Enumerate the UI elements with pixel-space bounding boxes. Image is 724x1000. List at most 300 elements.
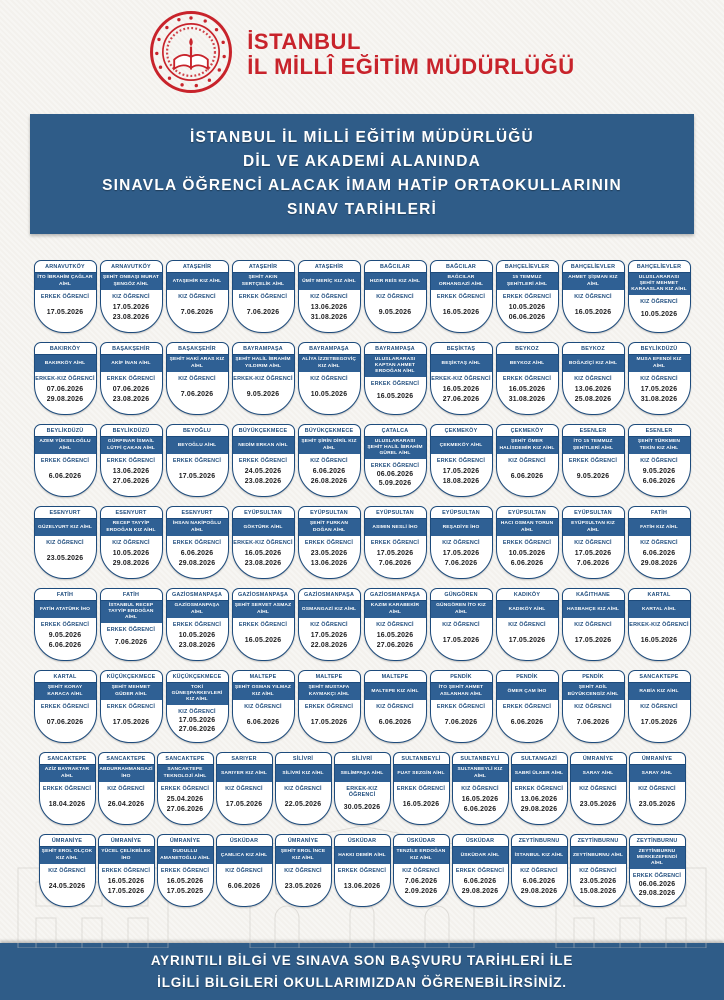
student-type: ERKEK-KIZ ÖĞRENCİ (431, 376, 491, 383)
school-name: RECEP TAYYİP ERDOĞAN KIZ AİHL (101, 519, 162, 536)
exam-dates (35, 546, 96, 578)
district-label: ÜSKÜDAR (394, 835, 449, 847)
school-name: FUAT SEZGİN AİHL (394, 765, 449, 782)
exam-date: 7.06.2026 (180, 308, 214, 316)
school-card (364, 670, 427, 743)
district-label: GAZİOSMANPAŞA (233, 589, 294, 601)
student-type: ERKEK ÖĞRENCİ (106, 376, 156, 383)
exam-dates (629, 382, 690, 414)
school-name: SARAY AİHL (630, 765, 685, 782)
district-label: KARTAL (629, 589, 690, 601)
exam-dates (629, 464, 690, 496)
student-type: KIZ ÖĞRENCİ (178, 376, 216, 383)
student-type: KIZ ÖĞRENCİ (310, 294, 348, 301)
exam-dates (563, 382, 624, 414)
district-label: ÜMRANİYE (571, 753, 626, 765)
school-card (34, 342, 97, 415)
school-card (275, 752, 332, 825)
exam-dates (299, 710, 360, 742)
card-row-7 (0, 752, 724, 825)
student-type: KIZ ÖĞRENCİ (284, 868, 322, 875)
exam-dates (40, 874, 95, 906)
student-type: ERKEK-KIZ ÖĞRENCİ (629, 622, 689, 629)
exam-date: 10.05.2026 (640, 311, 678, 319)
student-type: ERKEK ÖĞRENCİ (502, 294, 552, 301)
school-name: ULUSLARARASI ŞEHİT MEHMET KARAASLAN KIZ AİHL (629, 273, 690, 295)
student-type: KIZ ÖĞRENCİ (574, 376, 612, 383)
district-label: MALTEPE (233, 671, 294, 683)
school-name: ŞEHİT ŞİRİN DİRİL KIZ AİHL (299, 437, 360, 454)
exam-date: 7.06.2026 (246, 308, 280, 316)
student-type: KIZ ÖĞRENCİ (638, 786, 676, 793)
school-name: ÖMER ÇAM İHO (497, 683, 558, 700)
district-label: PENDİK (431, 671, 492, 683)
school-name: ŞEHİT SERVET ASMAZ AİHL (233, 601, 294, 618)
exam-date: 17.05.2026 (107, 887, 145, 895)
school-name: ŞEHİT HAKİ ARAS KIZ AİHL (167, 355, 228, 372)
student-type: KIZ ÖĞRENCİ (112, 294, 150, 301)
school-name: OSMANGAZİ KIZ AİHL (299, 601, 360, 618)
student-type: ERKEK ÖĞRENCİ (238, 458, 288, 465)
exam-dates (571, 874, 626, 906)
exam-date: 17.05.2026 (574, 636, 612, 644)
exam-date: 29.08.2026 (520, 805, 558, 813)
card-row-8 (0, 834, 724, 907)
exam-date: 22.08.2026 (310, 641, 348, 649)
exam-date: 23.08.2026 (244, 477, 282, 485)
district-label: SANCAKTEPE (40, 753, 95, 765)
exam-dates (365, 387, 426, 414)
student-type: ERKEK-KIZ ÖĞRENCİ (233, 540, 293, 547)
school-card (298, 670, 361, 743)
student-type: ERKEK ÖĞRENCİ (106, 704, 156, 711)
district-label: SANCAKTEPE (99, 753, 154, 765)
school-name: AZİZ BAYRAKTAR AİHL (40, 765, 95, 782)
district-label: ÜMRANİYE (99, 835, 154, 847)
district-label: ÜSKÜDAR (217, 835, 272, 847)
district-label: GÜNGÖREN (431, 589, 492, 601)
district-label: KAĞITHANE (563, 589, 624, 601)
exam-dates (365, 300, 426, 332)
exam-date: 6.06.2026 (642, 549, 676, 557)
district-label: SANCAKTEPE (629, 671, 690, 683)
district-label: BAYRAMPAŞA (233, 343, 294, 355)
district-label: ÜSKÜDAR (453, 835, 508, 847)
school-name: BEYOĞLU AİHL (167, 437, 228, 454)
district-label: MALTEPE (365, 671, 426, 683)
exam-date: 6.06.2026 (642, 477, 676, 485)
school-card (430, 342, 493, 415)
school-name: ZEYTİNBURNU MERKEZEFENDİ AİHL (630, 847, 685, 869)
exam-dates (431, 628, 492, 660)
district-label: ESENYURT (35, 507, 96, 519)
exam-date: 24.05.2026 (244, 467, 282, 475)
card-row-5 (0, 588, 724, 661)
exam-date: 13.06.2026 (520, 795, 558, 803)
district-label: SULTANGAZİ (512, 753, 567, 765)
school-card (628, 342, 691, 415)
school-name: KADIKÖY AİHL (497, 601, 558, 618)
exam-dates (299, 300, 360, 332)
exam-dates (629, 710, 690, 742)
exam-dates (497, 464, 558, 496)
exam-date: 23.05.2026 (310, 549, 348, 557)
school-card (34, 424, 97, 497)
exam-date: 9.05.2026 (48, 631, 82, 639)
district-label: BAĞCILAR (365, 261, 426, 273)
student-type: KIZ ÖĞRENCİ (640, 299, 678, 306)
exam-dates (630, 879, 685, 906)
exam-dates (167, 715, 228, 742)
exam-dates (453, 792, 508, 824)
school-card (100, 506, 163, 579)
school-card (496, 424, 559, 497)
school-card (562, 588, 625, 661)
school-card (334, 834, 391, 907)
student-type: KIZ ÖĞRENCİ (225, 786, 263, 793)
org-title (247, 29, 574, 80)
exam-date: 29.08.2026 (638, 890, 676, 898)
district-label: BEŞİKTAŞ (431, 343, 492, 355)
school-name: FATİH KIZ AİHL (629, 519, 690, 536)
footer-line-2: İLGİLİ BİLGİLERİ OKULLARIMIZDAN ÖĞRENEBİLİRSİNİZ. (157, 974, 567, 990)
exam-dates (571, 792, 626, 824)
exam-date: 6.06.2026 (180, 549, 214, 557)
exam-date: 30.05.2026 (343, 803, 381, 811)
student-type: ERKEK-KIZ ÖĞRENCİ (233, 376, 293, 383)
student-type: ERKEK ÖĞRENCİ (304, 540, 354, 547)
student-type: KIZ ÖĞRENCİ (48, 868, 86, 875)
exam-date: 15.08.2026 (579, 887, 617, 895)
banner-line-3: SINAVLA ÖĞRENCİ ALACAK İMAM HATİP ORTAOKULLARININ (102, 177, 622, 195)
student-type: KIZ ÖĞRENCİ (579, 786, 617, 793)
school-name: GÖKTÜRK AİHL (233, 519, 294, 536)
exam-date: 13.06.2026 (343, 882, 381, 890)
exam-date: 16.05.2026 (442, 385, 480, 393)
district-label: MALTEPE (299, 671, 360, 683)
student-type: ERKEK ÖĞRENCİ (40, 704, 90, 711)
exam-date: 7.06.2026 (378, 559, 412, 567)
exam-dates (563, 710, 624, 742)
school-name: ŞEHİT EROL İNCE KIZ AİHL (276, 847, 331, 864)
school-card (232, 260, 295, 333)
school-card (628, 506, 691, 579)
exam-date: 7.06.2026 (444, 718, 478, 726)
school-card (334, 752, 391, 825)
school-name: İSTANBUL RECEP TAYYİP ERDOĞAN AİHL (101, 601, 162, 623)
exam-dates (167, 464, 228, 496)
school-name: ÇEKMEKÖY AİHL (431, 437, 492, 454)
district-label: ÜMRANİYE (40, 835, 95, 847)
exam-date: 17.05.2026 (442, 467, 480, 475)
student-type: KIZ ÖĞRENCİ (112, 540, 150, 547)
school-card (430, 424, 493, 497)
exam-dates (431, 300, 492, 332)
exam-date: 18.08.2026 (442, 477, 480, 485)
school-name: BAKIRKÖY AİHL (35, 355, 96, 372)
exam-date: 17.05.2026 (310, 631, 348, 639)
exam-dates (630, 792, 685, 824)
school-name: GÜRPINAR İSMAİL LÜTFİ ÇAKAN AİHL (101, 437, 162, 454)
exam-date: 16.05.2026 (442, 308, 480, 316)
exam-dates (101, 382, 162, 414)
student-type: KIZ ÖĞRENCİ (178, 294, 216, 301)
exam-date: 23.05.2026 (579, 877, 617, 885)
exam-date: 29.08.2026 (46, 395, 84, 403)
school-card (100, 424, 163, 497)
exam-date: 6.06.2026 (378, 718, 412, 726)
school-card (364, 342, 427, 415)
school-card (166, 506, 229, 579)
exam-dates (497, 382, 558, 414)
exam-date: 7.06.2026 (114, 639, 148, 647)
exam-date: 7.06.2026 (180, 390, 214, 398)
district-label: BEYKOZ (563, 343, 624, 355)
school-card (232, 588, 295, 661)
school-name: ŞEHİT KORAY KARACA AİHL (35, 683, 96, 700)
student-type: ERKEK ÖĞRENCİ (436, 704, 486, 711)
exam-dates (629, 305, 690, 332)
district-label: ÜMRANİYE (158, 835, 213, 847)
student-type: KIZ ÖĞRENCİ (178, 709, 216, 716)
district-label: EYÜPSULTAN (563, 507, 624, 519)
exam-date: 17.05.2026 (46, 308, 84, 316)
district-label: EYÜPSULTAN (497, 507, 558, 519)
district-label: GAZİOSMANPAŞA (167, 589, 228, 601)
exam-date: 18.04.2026 (48, 800, 86, 808)
school-name: GÜZELYURT KIZ AİHL (35, 519, 96, 536)
exam-dates (394, 792, 449, 824)
school-name: HACI OSMAN TORUN AİHL (497, 519, 558, 536)
exam-date: 16.05.2026 (574, 308, 612, 316)
school-name: MUSA EFENDİ KIZ AİHL (629, 355, 690, 372)
exam-dates (167, 628, 228, 660)
school-name: ULUSLARARASI KAPTAN AHMET ERDOĞAN AİHL (365, 355, 426, 377)
district-label: BEYKOZ (497, 343, 558, 355)
exam-dates (299, 546, 360, 578)
student-type: ERKEK ÖĞRENCİ (238, 622, 288, 629)
district-label: ÇEKMEKÖY (431, 425, 492, 437)
student-type: ERKEK ÖĞRENCİ (172, 458, 222, 465)
school-card (562, 506, 625, 579)
student-type: KIZ ÖĞRENCİ (640, 540, 678, 547)
school-card (628, 424, 691, 497)
school-card (298, 260, 361, 333)
exam-date: 10.05.2026 (178, 631, 216, 639)
exam-date: 13.06.2026 (574, 385, 612, 393)
school-card (430, 506, 493, 579)
school-name: GÜNGÖREN İTO KIZ AİHL (431, 601, 492, 618)
card-row-1 (0, 260, 724, 333)
exam-date: 7.06.2026 (576, 559, 610, 567)
exam-date: 23.05.2026 (579, 800, 617, 808)
exam-dates (40, 792, 95, 824)
district-label: SANCAKTEPE (158, 753, 213, 765)
exam-date: 23.08.2026 (112, 313, 150, 321)
school-name: ŞEHİT ONBAŞI MURAT ŞENGÖZ AİHL (101, 273, 162, 290)
district-label: ÜMRANİYE (276, 835, 331, 847)
district-label: ESENLER (629, 425, 690, 437)
student-type: KIZ ÖĞRENCİ (442, 540, 480, 547)
school-card (570, 834, 627, 907)
exam-date: 16.05.2026 (402, 800, 440, 808)
school-card (452, 752, 509, 825)
school-card (496, 588, 559, 661)
district-label: BAYRAMPAŞA (299, 343, 360, 355)
exam-date: 7.06.2026 (576, 718, 610, 726)
exam-date: 6.06.2026 (48, 472, 82, 480)
school-card (298, 424, 361, 497)
student-type: ERKEK ÖĞRENCİ (436, 294, 486, 301)
exam-dates (431, 464, 492, 496)
exam-date: 7.06.2026 (404, 877, 438, 885)
card-row-2 (0, 342, 724, 415)
exam-dates (512, 874, 567, 906)
school-name: SİLİVRİ KIZ AİHL (276, 765, 331, 782)
school-card (166, 424, 229, 497)
school-card (430, 588, 493, 661)
school-card (157, 752, 214, 825)
school-name: ABDURRAHMANGAZİ İHO (99, 765, 154, 782)
banner-line-2: DİL VE AKADEMİ ALANINDA (242, 153, 481, 171)
school-name: HIZIR REİS KIZ AİHL (365, 273, 426, 290)
school-card (298, 342, 361, 415)
exam-date: 6.06.2026 (48, 641, 82, 649)
school-card (232, 506, 295, 579)
school-card (39, 834, 96, 907)
school-name: REŞADİYE İHO (431, 519, 492, 536)
exam-date: 16.05.2026 (244, 636, 282, 644)
school-card (364, 424, 427, 497)
exam-dates (299, 628, 360, 660)
student-type: ERKEK ÖĞRENCİ (370, 463, 420, 470)
exam-date: 10.05.2026 (508, 303, 546, 311)
student-type: KIZ ÖĞRENCİ (640, 376, 678, 383)
student-type: KIZ ÖĞRENCİ (310, 376, 348, 383)
school-card (570, 752, 627, 825)
student-type: KIZ ÖĞRENCİ (310, 622, 348, 629)
student-type: KIZ ÖĞRENCİ (461, 786, 499, 793)
district-label: ATAŞEHİR (299, 261, 360, 273)
exam-date: 06.06.2026 (376, 470, 414, 478)
exam-date: 16.05.2026 (376, 631, 414, 639)
exam-date: 17.05.2026 (508, 636, 546, 644)
exam-dates (167, 300, 228, 332)
exam-date: 16.05.2026 (107, 877, 145, 885)
school-name: BAĞCILAR ORHANGAZİ AİHL (431, 273, 492, 290)
exam-dates (233, 546, 294, 578)
school-card (100, 588, 163, 661)
exam-dates (233, 300, 294, 332)
school-name: HASBAHÇE KIZ AİHL (563, 601, 624, 618)
school-name: ŞEHİT ADİL BÜYÜKCENGİZ AİHL (563, 683, 624, 700)
school-card (496, 670, 559, 743)
school-card (34, 260, 97, 333)
exam-dates (276, 874, 331, 906)
school-card (100, 260, 163, 333)
exam-date: 6.06.2026 (510, 718, 544, 726)
exam-dates (35, 628, 96, 660)
school-name: SULTANBEYLİ KIZ AİHL (453, 765, 508, 782)
student-type: KIZ ÖĞRENCİ (574, 294, 612, 301)
district-label: BAHÇELİEVLER (563, 261, 624, 273)
school-card (298, 506, 361, 579)
school-name: SANCAKTEPE TEKNOLOJİ AİHL (158, 765, 213, 782)
student-type: ERKEK ÖĞRENCİ (172, 622, 222, 629)
school-card (562, 342, 625, 415)
exam-dates (453, 874, 508, 906)
student-type: KIZ ÖĞRENCİ (402, 868, 440, 875)
school-card (166, 670, 229, 743)
exam-dates (35, 300, 96, 332)
district-label: BÜYÜKÇEKMECE (233, 425, 294, 437)
school-card (157, 834, 214, 907)
exam-dates (35, 464, 96, 496)
district-label: ÜSKÜDAR (335, 835, 390, 847)
school-card (166, 260, 229, 333)
student-type: ERKEK ÖĞRENCİ (632, 873, 682, 880)
exam-dates (101, 546, 162, 578)
exam-dates (629, 628, 690, 660)
exam-dates (365, 469, 426, 496)
student-type: ERKEK ÖĞRENCİ (396, 786, 446, 793)
school-name: ÜSKÜDAR AİHL (453, 847, 508, 864)
student-type: ERKEK ÖĞRENCİ (568, 458, 618, 465)
exam-dates (335, 874, 390, 906)
district-label: ÜMRANİYE (630, 753, 685, 765)
exam-date: 13.06.2026 (310, 303, 348, 311)
school-name: HAKKI DEMİR AİHL (335, 847, 390, 864)
exam-date: 16.05.2026 (166, 877, 204, 885)
meb-emblem-icon (149, 10, 233, 99)
exam-date: 6.06.2026 (246, 718, 280, 726)
exam-dates (217, 792, 272, 824)
school-name: ZEYTİNBURNU AİHL (571, 847, 626, 864)
exam-date: 5.09.2026 (378, 480, 412, 488)
school-card (232, 424, 295, 497)
exam-date: 23.08.2026 (244, 559, 282, 567)
school-name: İSTANBUL KIZ AİHL (512, 847, 567, 864)
student-type: ERKEK-KIZ ÖĞRENCİ (346, 786, 378, 799)
district-label: BEYLİKDÜZÜ (629, 343, 690, 355)
student-type: ERKEK ÖĞRENCİ (160, 868, 210, 875)
student-type: KIZ ÖĞRENCİ (508, 458, 546, 465)
student-type: ERKEK ÖĞRENCİ (502, 704, 552, 711)
district-label: ATAŞEHİR (233, 261, 294, 273)
district-label: ARNAVUTKÖY (35, 261, 96, 273)
exam-date: 10.05.2026 (112, 549, 150, 557)
student-type: ERKEK ÖĞRENCİ (370, 540, 420, 547)
district-label: ESENYURT (167, 507, 228, 519)
student-type: ERKEK ÖĞRENCİ (40, 622, 90, 629)
district-label: BEYOĞLU (167, 425, 228, 437)
school-name: ŞEHİT FURKAN DOĞAN AİHL (299, 519, 360, 536)
student-type: ERKEK ÖĞRENCİ (502, 376, 552, 383)
student-type: ERKEK ÖĞRENCİ (304, 704, 354, 711)
exam-date: 17.05.2026 (310, 718, 348, 726)
district-label: BEYLİKDÜZÜ (35, 425, 96, 437)
student-type: ERKEK ÖĞRENCİ (238, 294, 288, 301)
district-label: PENDİK (497, 671, 558, 683)
student-type: KIZ ÖĞRENCİ (225, 868, 263, 875)
exam-date: 9.05.2026 (576, 472, 610, 480)
student-type: KIZ ÖĞRENCİ (284, 786, 322, 793)
exam-date: 16.05.2026 (376, 393, 414, 401)
exam-date: 13.06.2026 (310, 559, 348, 567)
exam-dates (394, 874, 449, 906)
exam-date: 17.05.2026 (574, 549, 612, 557)
district-label: BEYLİKDÜZÜ (101, 425, 162, 437)
